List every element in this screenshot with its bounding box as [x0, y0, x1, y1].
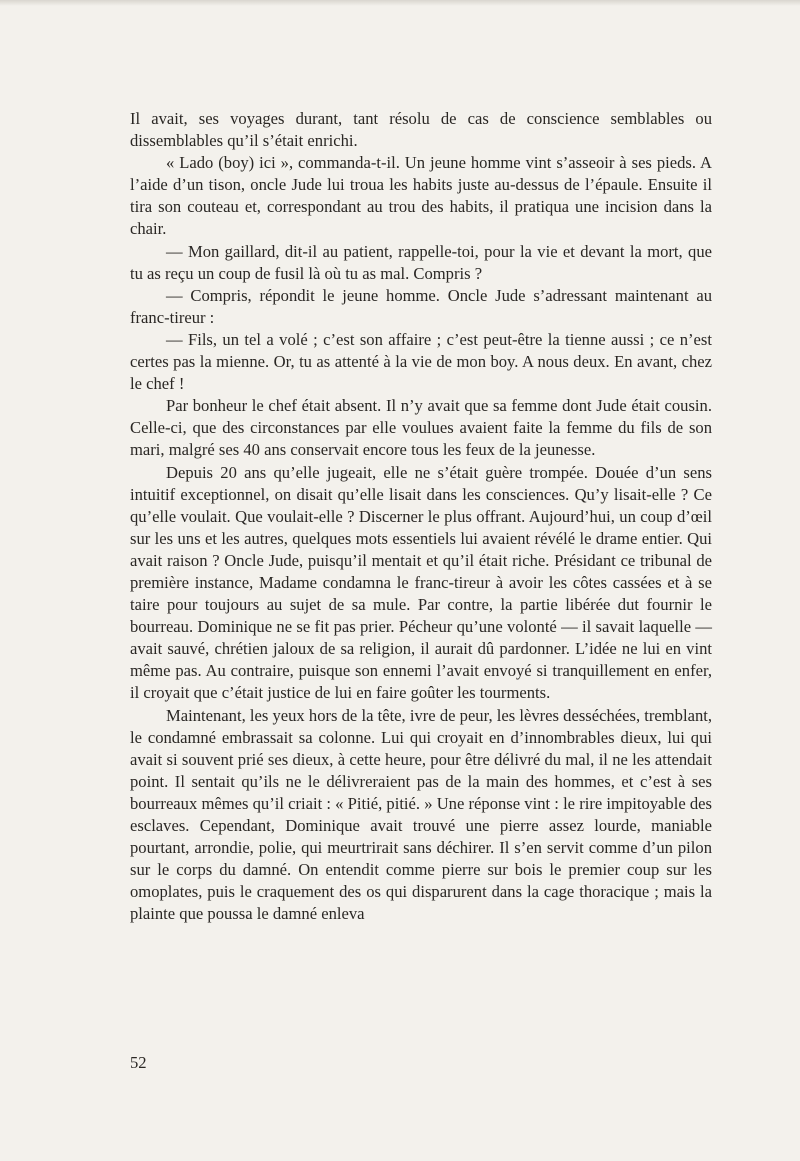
paragraph-4: — Compris, répondit le jeune homme. Oncle Jude s’adressant maintenant au franc-tireur :: [130, 285, 712, 327]
paragraph-8: Maintenant, les yeux hors de la tête, ivre de peur, les lèvres desséchées, tremblant, le condamné embrassait sa colonne. Lui qui croyait en d’innombrables dieux, lui qui avait si souvent prié ses dieux, à cette heure, pour être délivré du mal, il ne les attendait point. Il sentait qu’ils ne le délivreraient pas de la main des hommes, et c’est à ses bourreaux mêmes qu’il criait : « Pitié, pitié. » Une réponse vint : le rire impitoyable des esclaves. Cependant, Dominique avait trouvé une pierre assez lourde, maniable pourtant, arrondie, polie, qui meurtrirait sans déchirer. Il s’en servit comme d’un pilon sur le corps du damné. On entendit comme pierre sur bois le premier coup sur les omoplates, puis le craquement des os qui disparurent dans la cage thoracique ; mais la plainte que poussa le damné enleva: [130, 705, 712, 924]
paragraph-1: Il avait, ses voyages durant, tant résolu de cas de conscience semblables ou dissemblables qu’il s’était enrichi.: [130, 109, 712, 151]
page-number: 52: [130, 1053, 147, 1072]
paragraph-2: « Lado (boy) ici », commanda-t-il. Un jeune homme vint s’asseoir à ses pieds. A l’aide d’un tison, oncle Jude lui troua les habits juste au-dessus de l’épaule. Ensuite il tira son couteau et, correspondant au trou des habits, il pratiqua une incision dans la chair.: [130, 153, 712, 239]
paragraph-6: Par bonheur le chef était absent. Il n’y avait que sa femme dont Jude était cousin. Celle-ci, que des circonstances par elle voulues avaient faite la femme du fils de son mari, malgré ses 40 ans conservait encore tous les feux de la jeunesse.: [130, 396, 712, 460]
page-top-edge: [0, 0, 800, 6]
paragraph-3: — Mon gaillard, dit-il au patient, rappelle-toi, pour la vie et devant la mort, que tu as reçu un coup de fusil là où tu as mal. Compris ?: [130, 241, 712, 283]
page-body-text: [130, 108, 712, 925]
paragraph-7: Depuis 20 ans qu’elle jugeait, elle ne s’était guère trompée. Douée d’un sens intuitif exceptionnel, on disait qu’elle lisait dans les consciences. Qu’y lisait-elle ? Ce qu’elle voulait. Que voulait-elle ? Discerner le plus offrant. Aujourd’hui, un coup d’œil sur les uns et les autres, quelques mots essentiels lui avaient révélé le drame entier. Qui avait raison ? Oncle Jude, puisqu’il mentait et qu’il était riche. Présidant ce tribunal de première instance, Madame condamna le franc-tireur à avoir les côtes cassées et à se taire pour toujours au sujet de sa mule. Par contre, la partie libérée dut fournir le bourreau. Dominique ne se fit pas prier. Pécheur qu’une volonté — il savait laquelle — avait sauvé, chrétien jaloux de sa religion, il aurait dû pardonner. L’idée ne lui en vint même pas. Au contraire, puisque son ennemi l’avait envoyé si tranquillement en enfer, il croyait que c’était justice de lui en faire goûter les tourments.: [130, 462, 712, 703]
paragraph-5: — Fils, un tel a volé ; c’est son affaire ; c’est peut-être la tienne aussi ; ce n’est certes pas la mienne. Or, tu as attenté à la vie de mon boy. A nous deux. En avant, chez le chef !: [130, 329, 712, 394]
